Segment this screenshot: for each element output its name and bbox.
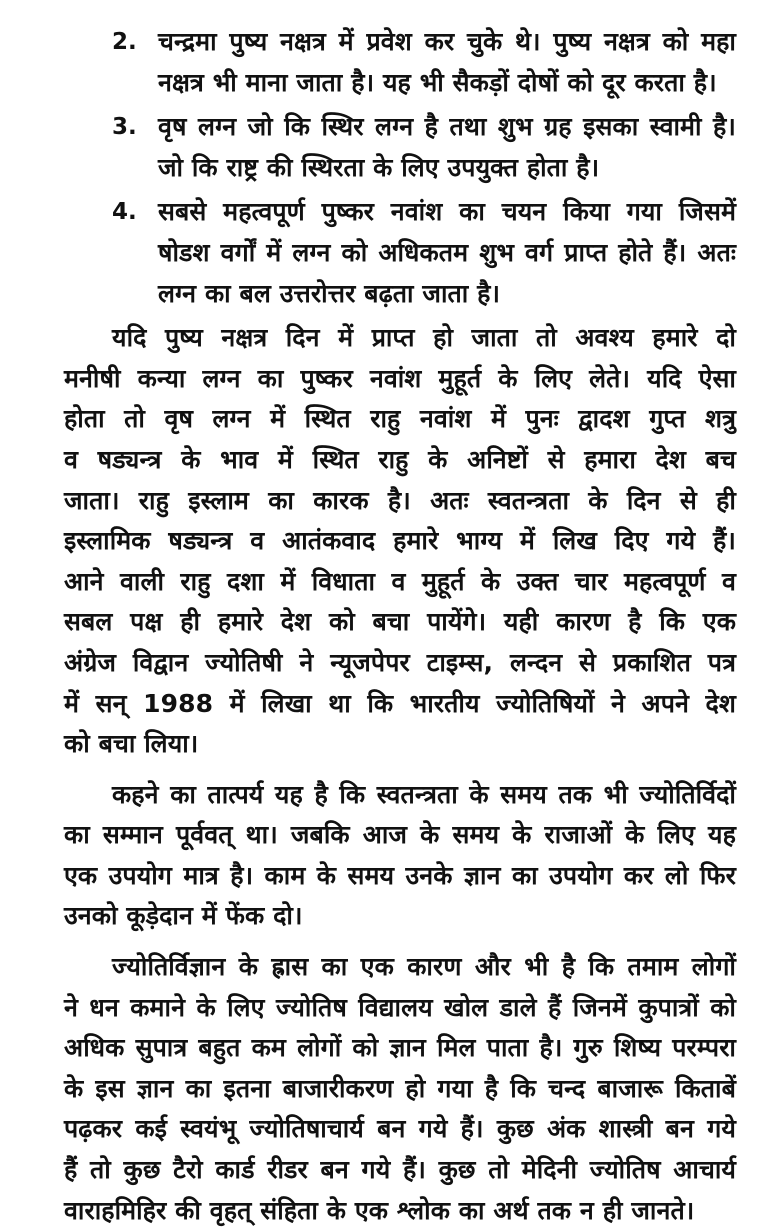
list-number: 2. [112,29,137,55]
list-body [158,192,736,314]
text-line: लग्न का बल उत्तरोत्तर बढ़ता जाता है। [158,278,501,308]
paragraph [64,947,736,1231]
text-line: आने वाली राहु दशा में विधाता व मुहूर्त के उक्त चार महत्वपूर्ण व [64,566,736,596]
paragraph [64,318,736,765]
text-line: इस्लामिक षड्यन्त्र व आतंकवाद हमारे भाग्य में लिख दिए गये हैं। [64,526,736,556]
list-number: 4. [112,199,137,226]
text-line: जो कि राष्ट्र की स्थिरता के लिए उपयुक्त होता है। [158,152,600,182]
text-line: कहने का तात्पर्य यह है कि स्वतन्त्रता के समय तक भी ज्योतिर्विदों [112,779,736,809]
list-number: 3. [112,114,137,141]
text-line: पढ़कर कई स्वयंभू ज्योतिषाचार्य बन गये हैं। कुछ अंक शास्त्री बन गये [64,1114,736,1144]
text-line: सबल पक्ष ही हमारे देश को बचा पायेंगे। यही कारण है कि एक [64,607,736,637]
text-line: को बचा लिया। [64,729,199,759]
text-line: ज्योतिर्विज्ञान के ह्रास का एक कारण और भी है कि तमाम लोगों [112,952,736,982]
text-line: होता तो वृष लग्न में स्थित राहु नवांश में पुनः द्वादश गुप्त शत्रु [64,404,736,434]
list-item [64,22,736,103]
text-line: एक उपयोग मात्र है। काम के समय उनके ज्ञान का उपयोग कर लो फिर [64,860,736,890]
text-line: षोडश वर्गों में लग्न को अधिकतम शुभ वर्ग प्राप्त होते हैं। अतः [158,237,736,267]
text-line: अधिक सुपात्र बहुत कम लोगों को ज्ञान मिल पाता है। गुरु शिष्य परम्परा [64,1033,736,1063]
text-line: के इस ज्ञान का इतना बाजारीकरण हो गया है कि चन्द बाजारू किताबें [64,1073,736,1103]
list-item [64,192,736,314]
paragraph [64,775,736,937]
text-line: का सम्मान पूर्ववत् था। जबकि आज के समय के राजाओं के लिए यह [64,820,736,850]
text-line: वाराहमिहिर की वृहत् संहिता के एक श्लोक का अर्थ तक न ही जानते। [64,1195,695,1225]
text-line: में सन् 1988 में लिखा था कि भारतीय ज्योतिषियों ने अपने देश [64,688,736,718]
text-line: व षड्यन्त्र के भाव में स्थित राहु के अनिष्टों से हमारा देश बच [64,444,736,474]
text-line: उनको कूड़ेदान में फेंक दो। [64,901,303,931]
text-line: चन्द्रमा पुष्य नक्षत्र में प्रवेश कर चुके थे। पुष्य नक्षत्र को महा [158,27,736,56]
text-line: यदि पुष्य नक्षत्र दिन में प्राप्त हो जाता तो अवश्य हमारे दो [112,323,736,353]
text-line: मनीषी कन्या लग्न का पुष्कर नवांश मुहूर्त के लिए लेते। यदि ऐसा [64,363,736,393]
text-line: वृष लग्न जो कि स्थिर लग्न है तथा शुभ ग्रह इसका स्वामी है। [158,112,736,142]
text-line: हैं तो कुछ टैरो कार्ड रीडर बन गये हैं। कुछ तो मेदिनी ज्योतिष आचार्य [64,1155,736,1185]
text-line: जाता। राहु इस्लाम का कारक है। अतः स्वतन्त्रता के दिन से ही [64,485,736,515]
text-line: नक्षत्र भी माना जाता है। यह भी सैकड़ों दोषों को दूर करता है। [158,67,717,97]
text-line: सबसे महत्वपूर्ण पुष्कर नवांश का चयन किया गया जिसमें [158,197,736,227]
list-body [158,107,736,188]
text-line: अंग्रेज विद्वान ज्योतिषी ने न्यूजपेपर टाइम्स, लन्दन से प्रकाशित पत्र [64,647,736,677]
text-line: ने धन कमाने के लिए ज्योतिष विद्यालय खोल डाले हैं जिनमें कुपात्रों को [64,992,736,1022]
list-item [64,107,736,188]
list-body [158,22,736,103]
